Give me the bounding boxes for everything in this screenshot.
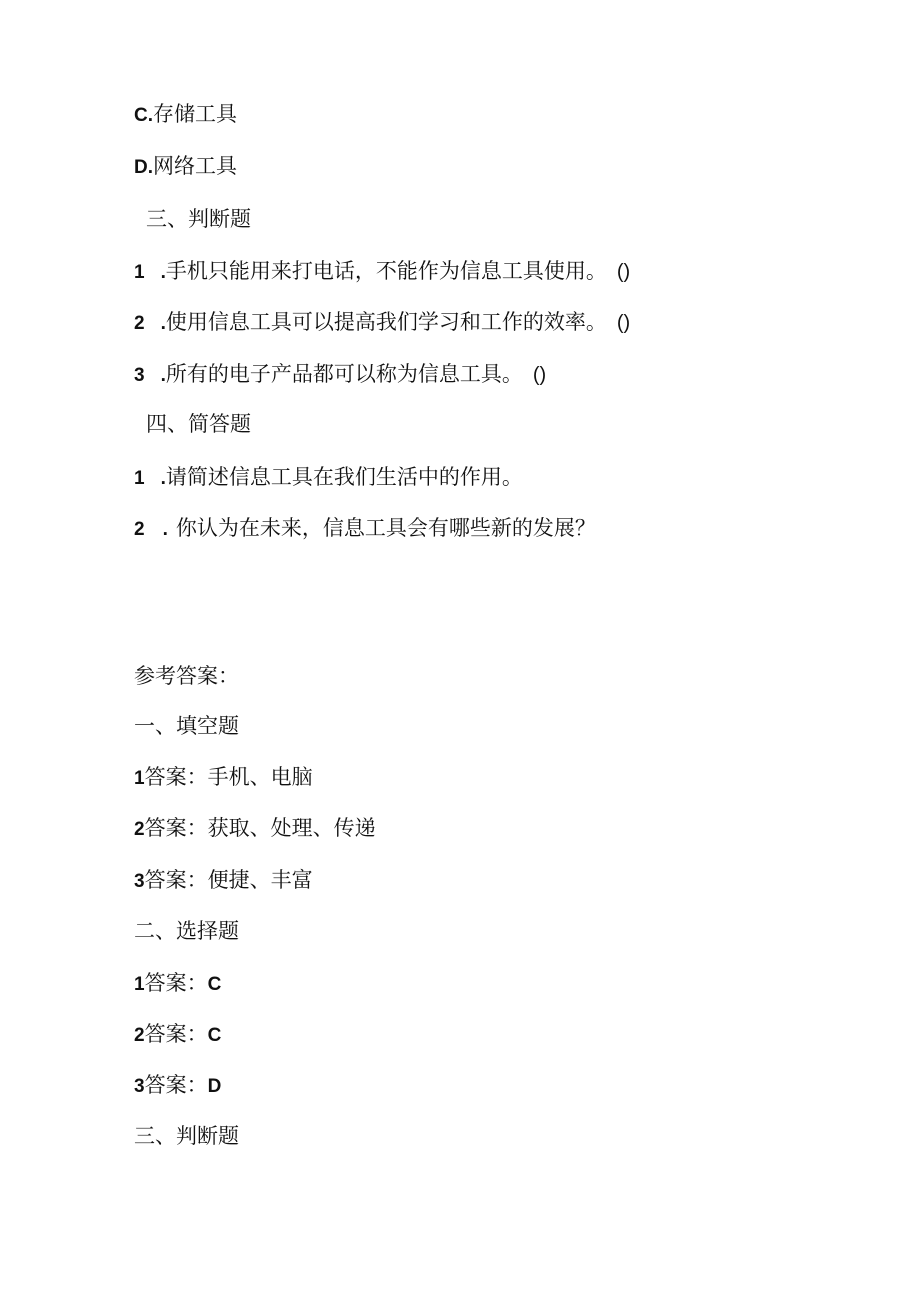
answer-value: 手机、电脑 [207,765,313,789]
question-text: 所有的电子产品都可以称为信息工具。 [165,362,523,386]
answer-value: D [207,1076,222,1097]
answer-item [134,1021,221,1049]
option-d [134,153,237,181]
answer-value: 获取、处理、传递 [207,816,376,840]
answer-item [134,815,376,843]
option-letter: C. [134,105,153,126]
section-title: 一、填空题 [134,714,239,738]
answer-number: 1 [134,974,145,995]
question-dot: . [160,365,166,386]
question-dot: . [162,519,168,540]
answer-blank: () [616,261,631,283]
option-letter: D. [134,157,153,178]
question-text: 使用信息工具可以提高我们学习和工作的效率。 [165,310,607,334]
section-title: 三、判断题 [134,1124,239,1148]
answer-label: 答案： [144,765,208,789]
answers-heading: 参考答案： [134,664,239,688]
question-item [134,258,630,286]
answer-number: 3 [134,1076,145,1097]
answer-blank: () [616,312,631,334]
answer-item [134,970,221,998]
answer-value: C [207,1025,222,1046]
question-item [134,361,546,389]
answer-number: 2 [134,1025,145,1046]
question-item [134,464,523,492]
answer-label: 答案： [144,1073,208,1097]
answer-item [134,764,313,792]
question-text: 手机只能用来打电话，不能作为信息工具使用。 [165,259,607,283]
question-number: 2 [134,313,145,334]
answer-label: 答案： [144,868,208,892]
question-number: 2 [134,519,145,540]
answer-label: 答案： [144,816,208,840]
answer-value: 便捷、丰富 [207,868,313,892]
option-text: 存储工具 [153,102,237,126]
question-item [134,309,630,337]
section-title: 三、判断题 [146,207,251,231]
answer-number: 2 [134,819,145,840]
section-title: 二、选择题 [134,919,239,943]
section-title: 四、简答题 [146,412,251,436]
question-dot: . [160,468,166,489]
question-number: 3 [134,365,145,386]
answer-item [134,867,313,895]
answer-label: 答案： [144,1022,208,1046]
answer-value: C [207,974,222,995]
answer-number: 3 [134,871,145,892]
question-item [134,515,596,543]
question-number: 1 [134,262,145,283]
answer-item [134,1072,221,1100]
option-c [134,101,237,129]
answer-blank: () [532,364,547,386]
answer-number: 1 [134,768,145,789]
question-text: 你认为在未来，信息工具会有哪些新的发展？ [175,516,596,540]
question-number: 1 [134,468,145,489]
option-text: 网络工具 [153,154,237,178]
question-dot: . [160,262,166,283]
question-dot: . [160,313,166,334]
answer-label: 答案： [144,971,208,995]
question-text: 请简述信息工具在我们生活中的作用。 [165,465,523,489]
